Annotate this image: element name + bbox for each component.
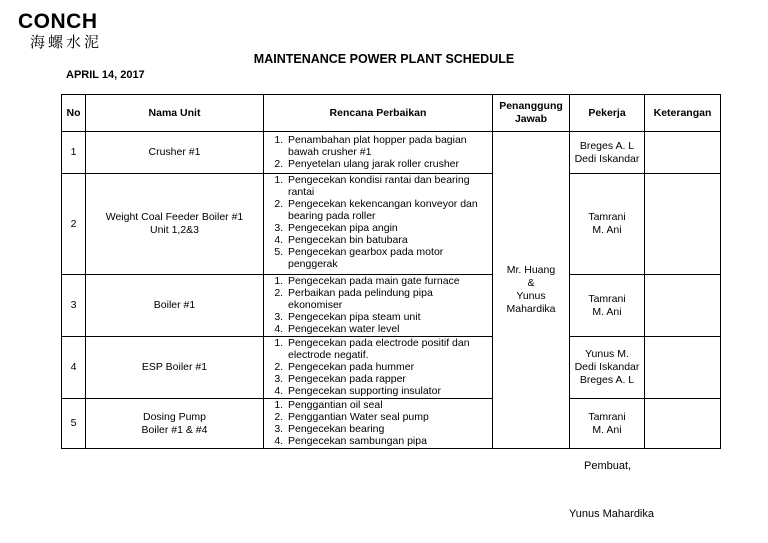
schedule-table — [61, 94, 721, 449]
table-row — [62, 174, 721, 275]
task-item: 1. Penggantian oil seal — [286, 399, 488, 411]
document-date: APRIL 14, 2017 — [66, 69, 145, 81]
signature-name: Yunus Mahardika — [569, 508, 654, 520]
logo-text-cn: 海螺水泥 — [30, 33, 103, 51]
cell-rencana-perbaikan — [264, 174, 493, 275]
logo-text-en: CONCH — [18, 10, 98, 33]
task-item: 3. Pengecekan bearing — [286, 423, 488, 435]
task-item: 2. Pengecekan kekencangan konveyor dan bearing pada roller — [286, 198, 488, 222]
cell-nama-unit — [86, 132, 264, 174]
unit-line: Crusher #1 — [148, 146, 201, 158]
cell-pekerja — [570, 174, 645, 275]
header-penanggung-line1: Penanggung — [499, 100, 563, 112]
task-list — [264, 399, 492, 447]
header-penanggung-line2: Jawab — [514, 113, 548, 125]
cell-rencana-perbaikan — [264, 275, 493, 337]
task-list — [264, 337, 492, 397]
pekerja-line: Breges A. L — [579, 374, 635, 386]
task-item: 2. Perbaikan pada pelindung pipa ekonomiser — [286, 287, 488, 311]
cell-rencana-perbaikan — [264, 132, 493, 174]
cell-no: 2 — [62, 174, 86, 275]
cell-pekerja — [570, 337, 645, 399]
header-no: No — [62, 95, 86, 132]
task-item: 3. Pengecekan pipa steam unit — [286, 311, 488, 323]
task-item: 2. Penggantian Water seal pump — [286, 411, 488, 423]
task-item: 2. Pengecekan pada hummer — [286, 361, 488, 373]
penanggung-jawab-line: Mr. Huang — [506, 264, 556, 276]
task-item: 4. Pengecekan supporting insulator — [286, 385, 488, 397]
unit-line: ESP Boiler #1 — [141, 361, 208, 373]
header-pekerja: Pekerja — [570, 95, 645, 132]
pekerja-line: Breges A. L — [579, 139, 635, 152]
cell-no: 5 — [62, 399, 86, 449]
table-header-row — [62, 95, 721, 132]
task-item: 1. Pengecekan pada electrode positif dan electrode negatif. — [286, 337, 488, 361]
cell-pekerja — [570, 132, 645, 174]
cell-pekerja — [570, 275, 645, 337]
pekerja-line: M. Ani — [592, 305, 622, 318]
cell-keterangan — [645, 399, 721, 449]
pekerja-line: M. Ani — [592, 423, 622, 436]
header-keterangan: Keterangan — [645, 95, 721, 132]
task-item: 3. Pengecekan pada rapper — [286, 373, 488, 385]
penanggung-jawab-line: Yunus — [516, 290, 546, 302]
task-list — [264, 174, 492, 270]
task-item: 4. Pengecekan bin batubara — [286, 234, 488, 246]
signature-label: Pembuat, — [584, 460, 632, 472]
header-nama-unit: Nama Unit — [86, 95, 264, 132]
cell-no: 4 — [62, 337, 86, 399]
cell-nama-unit — [86, 337, 264, 399]
task-list — [264, 275, 492, 335]
pekerja-line: Tamrani — [588, 410, 626, 423]
cell-keterangan — [645, 337, 721, 399]
task-item: 2. Penyetelan ulang jarak roller crusher — [286, 158, 488, 170]
task-item: 5. Pengecekan gearbox pada motor penggerak — [286, 246, 488, 270]
task-item: 1. Pengecekan kondisi rantai dan bearing rantai — [286, 174, 488, 198]
table-row — [62, 337, 721, 399]
table-row — [62, 275, 721, 337]
unit-line: Boiler #1 — [153, 299, 196, 311]
pekerja-line: Tamrani — [588, 292, 626, 305]
task-item: 4. Pengecekan water level — [286, 323, 488, 335]
cell-rencana-perbaikan — [264, 337, 493, 399]
unit-line: Weight Coal Feeder Boiler #1 — [105, 211, 244, 223]
table-row — [62, 132, 721, 174]
header-rencana-perbaikan: Rencana Perbaikan — [264, 95, 493, 132]
pekerja-line: Dedi Iskandar — [574, 152, 640, 165]
penanggung-jawab-line: Mahardika — [506, 303, 556, 315]
cell-penanggung-jawab — [493, 132, 570, 449]
cell-pekerja — [570, 399, 645, 449]
pekerja-line: M. Ani — [592, 224, 622, 236]
task-item: 3. Pengecekan pipa angin — [286, 222, 488, 234]
table-row — [62, 399, 721, 449]
pekerja-line: Dedi Iskandar — [574, 361, 640, 373]
header-penanggung-jawab — [493, 95, 570, 132]
cell-no: 1 — [62, 132, 86, 174]
company-logo — [18, 11, 102, 51]
task-item: 1. Pengecekan pada main gate furnace — [286, 275, 488, 287]
penanggung-jawab-line: & — [527, 277, 535, 289]
unit-line: Dosing Pump — [142, 410, 207, 423]
unit-line: Unit 1,2&3 — [149, 224, 200, 236]
task-item: 1. Penambahan plat hopper pada bagian bawah crusher #1 — [286, 134, 488, 158]
task-item: 4. Pengecekan sambungan pipa — [286, 435, 488, 447]
pekerja-line: Tamrani — [588, 211, 626, 223]
cell-keterangan — [645, 132, 721, 174]
cell-nama-unit — [86, 174, 264, 275]
table-body — [62, 132, 721, 449]
cell-keterangan — [645, 174, 721, 275]
document-title: MAINTENANCE POWER PLANT SCHEDULE — [253, 52, 515, 66]
cell-keterangan — [645, 275, 721, 337]
pekerja-line: Yunus M. — [585, 348, 629, 360]
unit-line: Boiler #1 & #4 — [141, 423, 208, 436]
cell-rencana-perbaikan — [264, 399, 493, 449]
cell-no: 3 — [62, 275, 86, 337]
task-list — [264, 132, 492, 170]
cell-nama-unit — [86, 399, 264, 449]
cell-nama-unit — [86, 275, 264, 337]
